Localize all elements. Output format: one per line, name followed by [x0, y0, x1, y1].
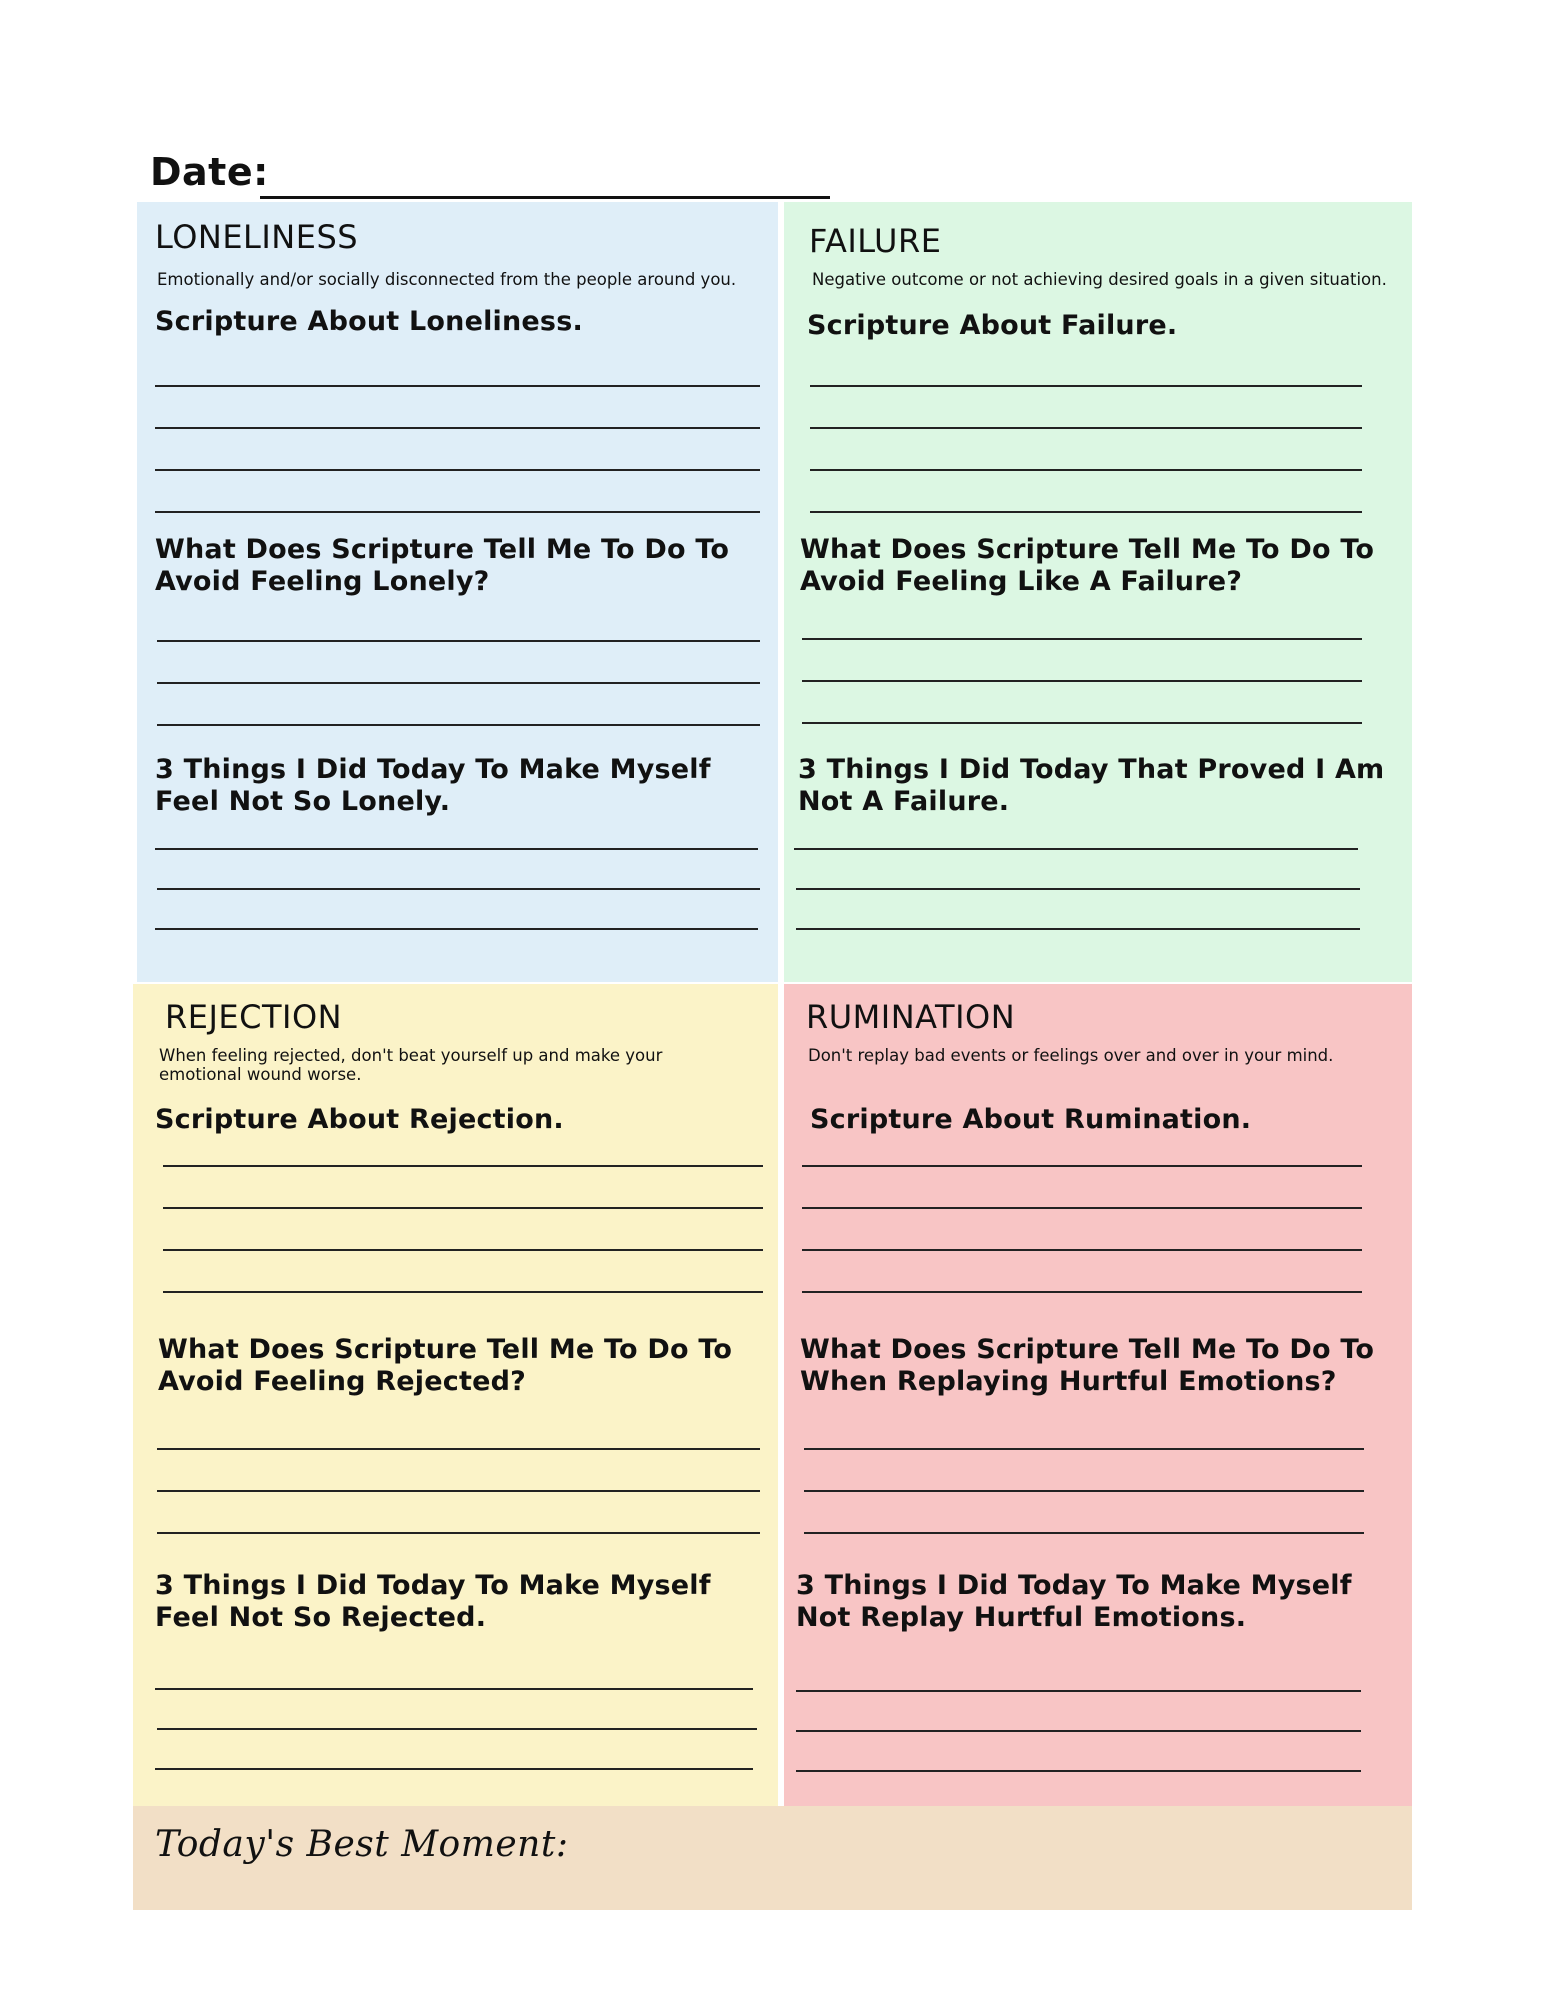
write-line[interactable] [155, 1768, 753, 1770]
write-line[interactable] [157, 1448, 760, 1450]
scripture-heading: Scripture About Rejection. [155, 1104, 564, 1135]
write-line[interactable] [810, 427, 1362, 429]
write-line[interactable] [802, 1249, 1362, 1251]
write-line[interactable] [157, 682, 760, 684]
section-title: LONELINESS [155, 218, 359, 256]
best-moment-strip[interactable] [133, 1806, 1412, 1910]
section-title: RUMINATION [806, 998, 1016, 1036]
write-line[interactable] [802, 722, 1362, 724]
section-loneliness [137, 202, 778, 982]
scripture-heading: Scripture About Loneliness. [155, 306, 583, 337]
write-line[interactable] [155, 848, 758, 850]
write-line[interactable] [796, 1730, 1361, 1732]
write-line[interactable] [804, 1490, 1364, 1492]
write-line[interactable] [794, 848, 1358, 850]
write-line[interactable] [810, 385, 1362, 387]
scripture-heading: Scripture About Failure. [807, 310, 1178, 341]
write-line[interactable] [163, 1249, 763, 1251]
section-rejection [133, 984, 778, 1806]
write-line[interactable] [157, 1490, 760, 1492]
write-line[interactable] [155, 511, 760, 513]
write-line[interactable] [802, 1165, 1362, 1167]
write-line[interactable] [802, 1291, 1362, 1293]
write-line[interactable] [802, 638, 1362, 640]
write-line[interactable] [796, 1770, 1361, 1772]
write-line[interactable] [157, 724, 760, 726]
best-moment-label: Today's Best Moment: [155, 1824, 569, 1865]
write-line[interactable] [163, 1207, 763, 1209]
write-line[interactable] [157, 888, 760, 890]
things-heading: 3 Things I Did Today That Proved I Am Not A Failure. [798, 754, 1385, 817]
date-label: Date: [150, 150, 269, 194]
question-heading: What Does Scripture Tell Me To Do To Avoid Feeling Lonely? [155, 534, 730, 597]
section-description: Emotionally and/or socially disconnected from the people around you. [157, 270, 737, 289]
write-line[interactable] [157, 640, 760, 642]
write-line[interactable] [796, 888, 1360, 890]
question-heading: What Does Scripture Tell Me To Do To Avoid Feeling Like A Failure? [800, 534, 1375, 597]
section-description: Negative outcome or not achieving desired goals in a given situation. [812, 270, 1387, 289]
question-heading: What Does Scripture Tell Me To Do To Avoid Feeling Rejected? [158, 1334, 733, 1397]
write-line[interactable] [163, 1291, 763, 1293]
write-line[interactable] [155, 928, 758, 930]
things-heading: 3 Things I Did Today To Make Myself Feel Not So Rejected. [155, 1570, 711, 1633]
section-description: When feeling rejected, don't beat yourself up and make your emotional wound worse. [159, 1046, 663, 1084]
things-heading: 3 Things I Did Today To Make Myself Feel Not So Lonely. [155, 754, 711, 817]
section-title: FAILURE [809, 222, 942, 260]
write-line[interactable] [155, 427, 760, 429]
write-line[interactable] [810, 469, 1362, 471]
section-title: REJECTION [165, 998, 343, 1036]
write-line[interactable] [155, 385, 760, 387]
date-write-line[interactable] [260, 196, 830, 199]
write-line[interactable] [163, 1165, 763, 1167]
scripture-heading: Scripture About Rumination. [810, 1104, 1252, 1135]
write-line[interactable] [155, 469, 760, 471]
write-line[interactable] [810, 511, 1362, 513]
write-line[interactable] [802, 680, 1362, 682]
things-heading: 3 Things I Did Today To Make Myself Not Replay Hurtful Emotions. [796, 1570, 1352, 1633]
write-line[interactable] [796, 1690, 1361, 1692]
date-row [150, 150, 830, 200]
section-failure [784, 202, 1412, 982]
question-heading: What Does Scripture Tell Me To Do To When Replaying Hurtful Emotions? [800, 1334, 1375, 1397]
section-rumination [784, 984, 1412, 1806]
section-description: Don't replay bad events or feelings over and over in your mind. [808, 1046, 1334, 1065]
write-line[interactable] [796, 928, 1360, 930]
write-line[interactable] [804, 1448, 1364, 1450]
write-line[interactable] [802, 1207, 1362, 1209]
write-line[interactable] [804, 1532, 1364, 1534]
write-line[interactable] [157, 1532, 760, 1534]
write-line[interactable] [157, 1728, 757, 1730]
write-line[interactable] [155, 1688, 753, 1690]
